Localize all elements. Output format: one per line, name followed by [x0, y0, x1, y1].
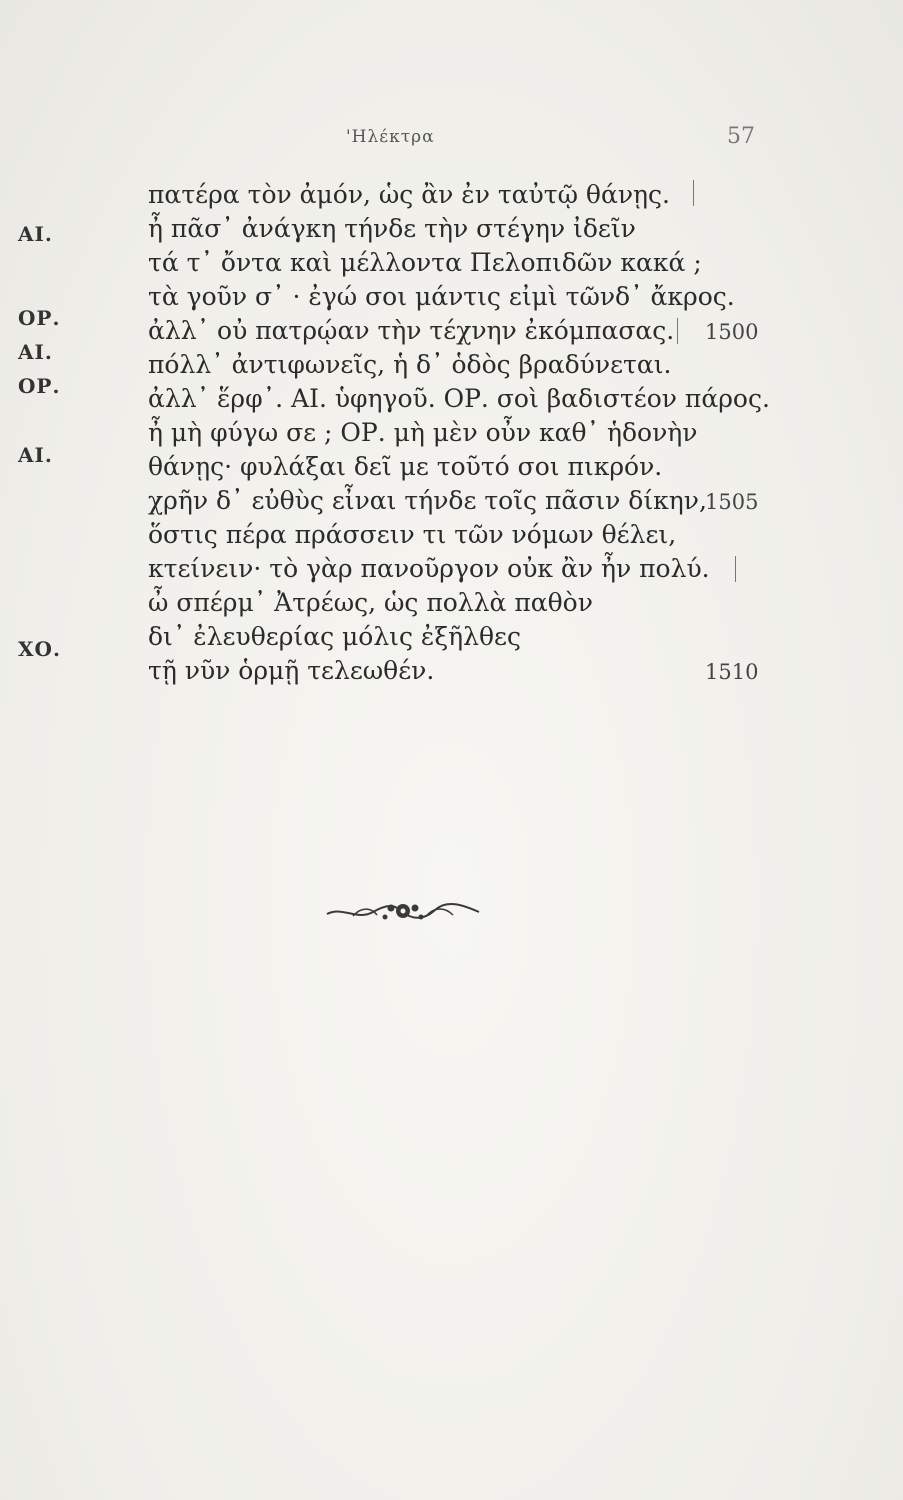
verse-number: 1505: [705, 490, 759, 514]
verse-line: τῇ νῦν ὁρμῇ τελεωθέν.: [148, 656, 435, 685]
verse-line: ὅστις πέρα πράσσειν τι τῶν νόμων θέλει,: [148, 520, 677, 549]
verse-division-bar: [735, 556, 736, 582]
speaker-label: ΑΙ.: [18, 443, 53, 467]
speaker-label: ΧΟ.: [18, 637, 61, 661]
verse-line: κτείνειν· τὸ γὰρ πανοῦργον οὐκ ἂν ἦν πολύ.: [148, 554, 710, 583]
verse-line: πατέρα τὸν ἀμόν, ὡς ἂν ἐν ταὐτῷ θάνῃς.: [148, 180, 670, 209]
tailpiece-ornament: [323, 897, 483, 927]
verse-division-bar: [693, 180, 694, 206]
verse-line: ἦ μὴ φύγω σε ; ΟΡ. μὴ μὲν οὖν καθ᾽ ἡδονὴν: [148, 418, 698, 447]
speaker-label: ΑΙ.: [18, 340, 53, 364]
verse-line: ὦ σπέρμ᾽ Ἀτρέως, ὡς πολλὰ παθὸν: [148, 588, 593, 617]
verse-line: χρῆν δ᾽ εὐθὺς εἶναι τήνδε τοῖς πᾶσιν δίκην,: [148, 486, 707, 515]
verse-line: ἦ πᾶσ᾽ ἀνάγκη τήνδε τὴν στέγην ἰδεῖν: [148, 214, 636, 243]
page-number: 57: [727, 124, 755, 149]
running-title: 'Ηλέκτρα: [346, 127, 435, 147]
speaker-label: ΟΡ.: [18, 306, 61, 330]
verse-number: 1500: [705, 320, 759, 344]
speaker-label: ΟΡ.: [18, 374, 61, 398]
verse-line: ἀλλ᾽ οὐ πατρῴαν τὴν τέχνην ἐκόμπασας.: [148, 316, 675, 345]
verse-line: τά τ᾽ ὄντα καὶ μέλλοντα Πελοπιδῶν κακά ;: [148, 248, 702, 277]
bleed-through-mark: [377, 1182, 387, 1210]
verse-number: 1510: [705, 660, 759, 684]
verse-line: θάνῃς· φυλάξαι δεῖ με τοῦτό σοι πικρόν.: [148, 452, 663, 481]
verse-line: πόλλ᾽ ἀντιφωνεῖς, ἡ δ᾽ ὁδὸς βραδύνεται.: [148, 350, 672, 379]
verse-line: ἀλλ᾽ ἕρφ᾽. ΑΙ. ὑφηγοῦ. ΟΡ. σοὶ βαδιστέον πάρος.: [148, 384, 770, 413]
speaker-label: ΑΙ.: [18, 222, 53, 246]
verse-line: δι᾽ ἐλευθερίας μόλις ἐξῆλθες: [148, 622, 521, 651]
verse-division-bar: [677, 318, 678, 344]
verse-line: τὰ γοῦν σ᾽ · ἐγώ σοι μάντις εἰμὶ τῶνδ᾽ ἄκρος.: [148, 282, 735, 311]
